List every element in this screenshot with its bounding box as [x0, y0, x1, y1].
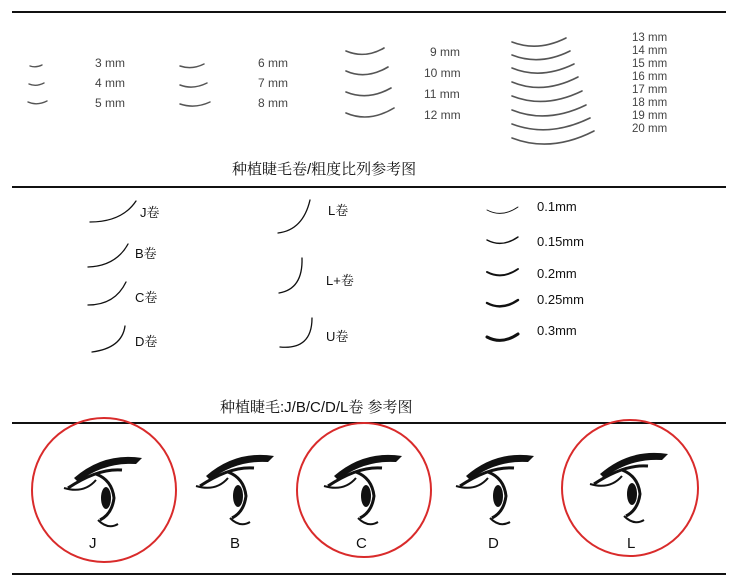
- curl-label-b: B卷: [135, 246, 157, 261]
- length-label: 6 mm: [258, 56, 288, 70]
- length-label: 14 mm: [632, 45, 668, 57]
- eye-profile-c: [324, 455, 402, 524]
- length-label: 19 mm: [632, 110, 668, 122]
- length-label: 11 mm: [424, 87, 460, 101]
- section1-caption: 种植睫毛卷/粗度比列参考图: [232, 161, 417, 178]
- curl-label-d: D卷: [135, 334, 158, 349]
- thickness-label: 0.1mm: [537, 199, 577, 214]
- curl-label-u: U卷: [326, 329, 349, 344]
- length-label: 15 mm: [632, 58, 668, 70]
- length-label: 10 mm: [424, 66, 461, 80]
- length-label: 9 mm: [430, 45, 460, 59]
- thickness-label: 0.3mm: [537, 323, 577, 338]
- section2-caption: 种植睫毛:J/B/C/D/L卷 参考图: [220, 399, 413, 416]
- length-label: 13 mm: [632, 32, 668, 44]
- length-label: 3 mm: [95, 56, 125, 70]
- eye-label-l: L: [627, 535, 636, 552]
- eye-label-j: J: [89, 535, 97, 552]
- length-label: 4 mm: [95, 76, 125, 90]
- length-label: 12 mm: [424, 108, 461, 122]
- eye-profile-b: [196, 455, 274, 524]
- curl-label-l-plus: L+卷: [326, 273, 354, 288]
- length-label: 20 mm: [632, 123, 668, 135]
- eye-profile-j: [64, 457, 142, 526]
- thickness-label: 0.15mm: [537, 234, 584, 249]
- length-label: 18 mm: [632, 97, 668, 109]
- curl-label-j: J卷: [140, 205, 160, 220]
- thickness-label: 0.25mm: [537, 292, 584, 307]
- eye-profile-d: [456, 455, 534, 524]
- length-label: 8 mm: [258, 96, 288, 110]
- thickness-label: 0.2mm: [537, 266, 577, 281]
- eye-label-d: D: [488, 535, 499, 552]
- length-label: 7 mm: [258, 76, 288, 90]
- length-label: 17 mm: [632, 84, 668, 96]
- curl-label-l: L卷: [328, 203, 349, 218]
- length-label: 5 mm: [95, 96, 125, 110]
- eye-profile-l: [590, 453, 668, 522]
- eye-label-c: C: [356, 535, 367, 552]
- length-label: 16 mm: [632, 71, 668, 83]
- curl-label-c: C卷: [135, 290, 158, 305]
- eye-label-b: B: [230, 535, 241, 552]
